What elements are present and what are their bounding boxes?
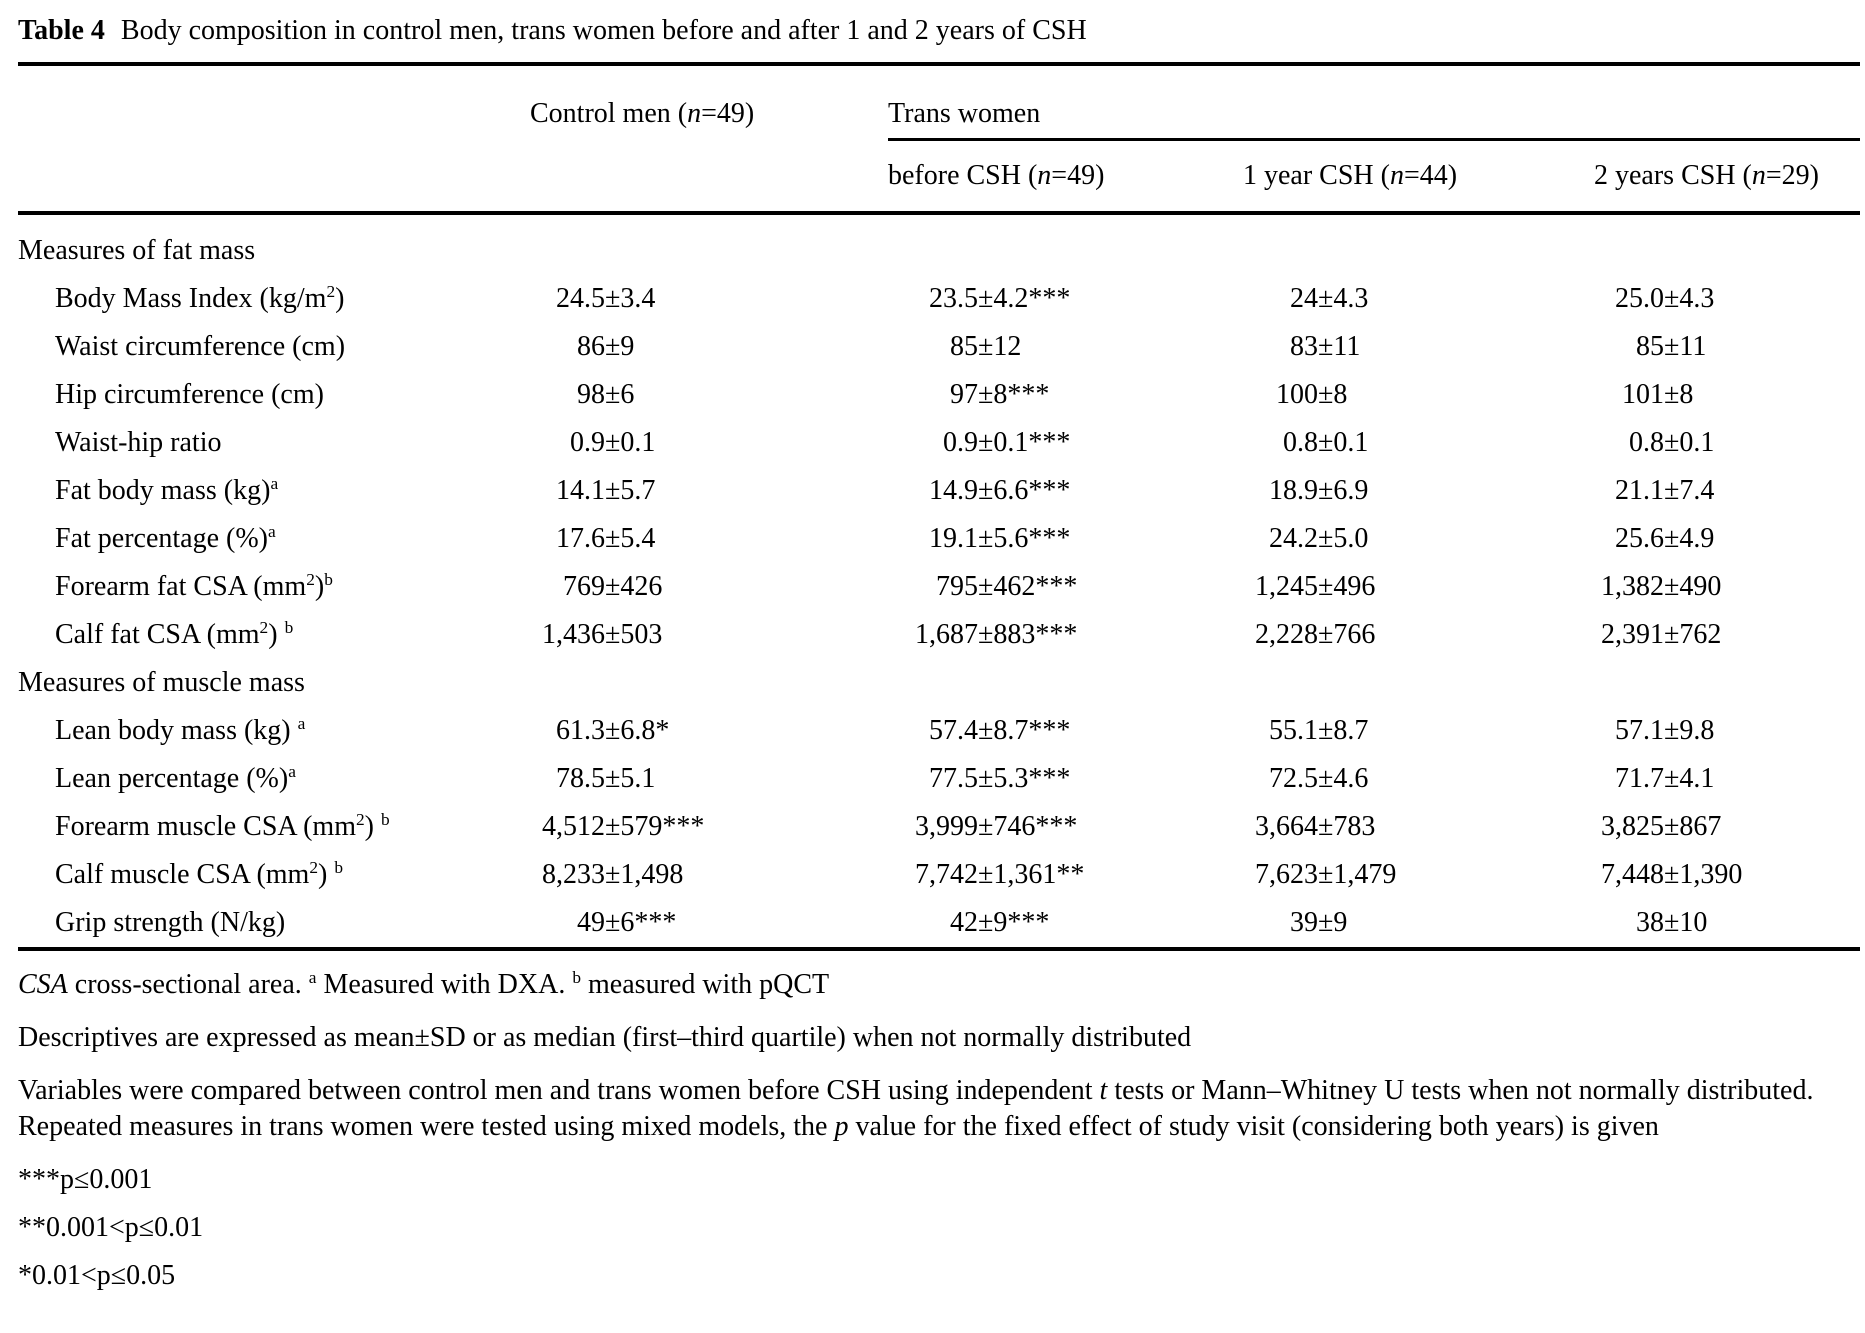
row-label: Fat percentage (%)$^a$ <box>55 522 276 554</box>
value-mean: 49 <box>577 907 605 938</box>
row-label: Calf fat CSA $(mm^2)$ $^b$ <box>55 618 294 650</box>
value-mean: 57.1 <box>1615 715 1664 746</box>
value-mean: 25.6 <box>1615 523 1664 554</box>
value-cell <box>888 755 1243 803</box>
value-sd: ±883*** <box>978 619 1078 650</box>
group-header-trans-women: Trans women <box>888 98 1041 129</box>
value-sd: ±462*** <box>978 571 1078 602</box>
value-sd: ±867 <box>1664 811 1722 842</box>
header-row-subcolumns <box>18 141 1860 211</box>
value-cell <box>1243 707 1594 755</box>
value-cell <box>1594 755 1860 803</box>
table-caption <box>18 8 1860 62</box>
footnote: Variables were compared between control men and trans women before CSH using independent t tests or Mann–Whitney U tests when not normally distributed. Repeated measures in trans women were tested using mixed models, the p value for the fixed effect of study visit (considering both years) is given <box>18 1075 1814 1142</box>
value-mean: 83 <box>1290 331 1318 362</box>
value-sd: ±5.6*** <box>978 523 1071 554</box>
value-cell <box>1594 803 1860 851</box>
footnotes <box>18 951 1860 1294</box>
footnote: CSA cross-sectional area. $^a$ Measured with DXA. $^b$ measured with pQCT <box>18 968 830 1000</box>
value-sd: ±5.4 <box>605 523 656 554</box>
value-mean: 98 <box>577 379 605 410</box>
value-cell <box>1243 563 1594 611</box>
value-sd: ±6 <box>605 379 635 410</box>
value-mean: 795 <box>936 571 978 602</box>
col-header-2-years-csh: 2 years CSH (n=29) <box>1594 160 1819 191</box>
value-mean: 0.9 <box>570 427 605 458</box>
value-sd: ±4.3 <box>1318 283 1369 314</box>
value-mean: 21.1 <box>1615 475 1664 506</box>
value-sd: ±8.7*** <box>978 715 1071 746</box>
value-cell <box>888 419 1243 467</box>
value-mean: 4,512 <box>542 811 605 842</box>
value-mean: 3,825 <box>1601 811 1664 842</box>
value-cell <box>530 611 888 659</box>
table-row <box>18 851 1860 899</box>
value-cell <box>530 275 888 323</box>
value-sd: ±6*** <box>605 907 677 938</box>
value-mean: 23.5 <box>929 283 978 314</box>
value-mean: 97 <box>950 379 978 410</box>
value-sd: ±4.9 <box>1664 523 1715 554</box>
section-row <box>18 659 1860 707</box>
value-mean: 8,233 <box>542 859 605 890</box>
section-title: Measures of fat mass <box>18 235 256 266</box>
value-sd: ±496 <box>1318 571 1376 602</box>
value-sd: ±6.6*** <box>978 475 1071 506</box>
trans-women-rule <box>888 138 1860 141</box>
value-sd: ±11 <box>1318 331 1361 362</box>
value-cell <box>530 803 888 851</box>
value-cell <box>530 371 888 419</box>
value-mean: 39 <box>1290 907 1318 938</box>
value-sd: ±5.0 <box>1318 523 1369 554</box>
value-mean: 24.5 <box>556 283 605 314</box>
value-cell <box>1243 899 1594 947</box>
value-cell <box>1594 563 1860 611</box>
row-label: Lean percentage (%)$^a$ <box>55 762 296 794</box>
table-row <box>18 755 1860 803</box>
table-row <box>18 275 1860 323</box>
value-cell <box>530 323 888 371</box>
value-mean: 57.4 <box>929 715 978 746</box>
value-cell <box>530 755 888 803</box>
value-sd: ±1,479 <box>1318 859 1397 890</box>
table-row <box>18 323 1860 371</box>
value-sd: ±5.3*** <box>978 763 1071 794</box>
row-label: Body Mass Index $(kg/m^2)$ <box>55 282 345 314</box>
value-mean: 769 <box>563 571 605 602</box>
value-mean: 3,664 <box>1255 811 1318 842</box>
value-mean: 0.9 <box>943 427 978 458</box>
table-row <box>18 707 1860 755</box>
value-mean: 1,436 <box>542 619 605 650</box>
row-label: Forearm muscle CSA $(mm^2)$ $^b$ <box>55 810 390 842</box>
value-sd: ±766 <box>1318 619 1376 650</box>
value-mean: 77.5 <box>929 763 978 794</box>
value-mean: 25.0 <box>1615 283 1664 314</box>
value-cell <box>1594 275 1860 323</box>
value-sd: ±9 <box>1318 907 1348 938</box>
value-sd: ±8 <box>1664 379 1694 410</box>
value-sd: ±426 <box>605 571 663 602</box>
value-cell <box>530 563 888 611</box>
value-sd: ±0.1 <box>1664 427 1715 458</box>
value-sd: ±9 <box>605 331 635 362</box>
value-cell <box>1243 323 1594 371</box>
header-row-groups <box>18 66 1860 138</box>
value-sd: ±8*** <box>978 379 1050 410</box>
value-mean: 71.7 <box>1615 763 1664 794</box>
table-row <box>18 371 1860 419</box>
significance-note: *0.01<p≤0.05 <box>18 1260 176 1291</box>
value-sd: ±4.2*** <box>978 283 1071 314</box>
value-sd: ±10 <box>1664 907 1708 938</box>
row-label: Grip strength (N/kg) <box>55 907 286 938</box>
value-mean: 19.1 <box>929 523 978 554</box>
footnote: Descriptives are expressed as mean±SD or as median (first–third quartile) when not normally distributed <box>18 1022 1192 1053</box>
value-cell <box>888 275 1243 323</box>
value-sd: ±9*** <box>978 907 1050 938</box>
row-label: Waist-hip ratio <box>55 427 222 458</box>
value-cell <box>530 515 888 563</box>
value-cell <box>1243 419 1594 467</box>
value-mean: 14.9 <box>929 475 978 506</box>
value-mean: 78.5 <box>556 763 605 794</box>
table-number: Table 4 <box>18 15 105 46</box>
value-sd: ±7.4 <box>1664 475 1715 506</box>
value-cell <box>888 851 1243 899</box>
value-cell <box>530 707 888 755</box>
section-title: Measures of muscle mass <box>18 667 305 698</box>
significance-note: ***p≤0.001 <box>18 1164 153 1195</box>
section-row <box>18 227 1860 275</box>
value-mean: 38 <box>1636 907 1664 938</box>
value-mean: 7,448 <box>1601 859 1664 890</box>
value-cell <box>888 611 1243 659</box>
value-mean: 1,382 <box>1601 571 1664 602</box>
value-cell <box>1594 707 1860 755</box>
row-label: Lean body mass (kg) $^a$ <box>55 714 306 746</box>
table-title: Body composition in control men, trans women before and after 1 and 2 years of CSH <box>120 15 1087 46</box>
value-cell <box>1243 803 1594 851</box>
value-sd: ±0.1 <box>1318 427 1369 458</box>
row-label: Hip circumference (cm) <box>55 379 324 410</box>
col-header-before-csh: before CSH (n=49) <box>888 160 1105 191</box>
value-mean: 2,228 <box>1255 619 1318 650</box>
value-cell <box>1594 515 1860 563</box>
value-sd: ±762 <box>1664 619 1722 650</box>
row-label: Calf muscle CSA $(mm^2)$ $^b$ <box>55 858 344 890</box>
row-label: Fat body mass (kg)$^a$ <box>55 474 279 506</box>
value-mean: 2,391 <box>1601 619 1664 650</box>
value-cell <box>1594 899 1860 947</box>
value-sd: ±3.4 <box>605 283 656 314</box>
value-sd: ±503 <box>605 619 663 650</box>
value-cell <box>1594 851 1860 899</box>
value-sd: ±1,361** <box>978 859 1085 890</box>
value-cell <box>888 371 1243 419</box>
value-sd: ±8 <box>1318 379 1348 410</box>
value-cell <box>888 467 1243 515</box>
value-sd: ±490 <box>1664 571 1722 602</box>
value-mean: 86 <box>577 331 605 362</box>
value-sd: ±783 <box>1318 811 1376 842</box>
value-sd: ±1,498 <box>605 859 684 890</box>
value-cell <box>1594 323 1860 371</box>
value-sd: ±4.1 <box>1664 763 1715 794</box>
value-cell <box>1243 467 1594 515</box>
value-cell <box>1243 371 1594 419</box>
value-sd: ±1,390 <box>1664 859 1743 890</box>
value-mean: 42 <box>950 907 978 938</box>
value-mean: 1,245 <box>1255 571 1318 602</box>
value-cell <box>1594 371 1860 419</box>
table-row <box>18 467 1860 515</box>
value-sd: ±0.1*** <box>978 427 1071 458</box>
value-cell <box>530 899 888 947</box>
value-cell <box>888 563 1243 611</box>
col-header-1-year-csh: 1 year CSH (n=44) <box>1243 160 1458 191</box>
value-mean: 1,687 <box>915 619 978 650</box>
value-cell <box>1243 755 1594 803</box>
value-sd: ±4.6 <box>1318 763 1369 794</box>
value-cell <box>1243 611 1594 659</box>
value-sd: ±6.9 <box>1318 475 1369 506</box>
value-cell <box>1243 515 1594 563</box>
value-sd: ±9.8 <box>1664 715 1715 746</box>
value-sd: ±6.8* <box>605 715 670 746</box>
value-mean: 17.6 <box>556 523 605 554</box>
value-cell <box>1243 275 1594 323</box>
value-sd: ±4.3 <box>1664 283 1715 314</box>
value-cell <box>888 323 1243 371</box>
value-mean: 85 <box>1636 331 1664 362</box>
value-mean: 100 <box>1276 379 1318 410</box>
col-header-control-men: Control men (n=49) <box>530 98 755 129</box>
value-mean: 72.5 <box>1269 763 1318 794</box>
value-sd: ±0.1 <box>605 427 656 458</box>
table-row <box>18 611 1860 659</box>
table-row <box>18 419 1860 467</box>
value-mean: 0.8 <box>1629 427 1664 458</box>
value-sd: ±12 <box>978 331 1022 362</box>
value-mean: 7,623 <box>1255 859 1318 890</box>
table-row <box>18 515 1860 563</box>
value-mean: 55.1 <box>1269 715 1318 746</box>
value-mean: 18.9 <box>1269 475 1318 506</box>
value-cell <box>1594 467 1860 515</box>
table-row <box>18 899 1860 947</box>
row-label: Waist circumference (cm) <box>55 331 346 362</box>
value-cell <box>530 419 888 467</box>
value-sd: ±579*** <box>605 811 705 842</box>
table-body <box>18 215 1860 947</box>
value-cell <box>888 899 1243 947</box>
value-mean: 85 <box>950 331 978 362</box>
row-label: Forearm fat CSA $(mm^2)^b$ <box>55 570 333 602</box>
value-cell <box>1594 419 1860 467</box>
value-sd: ±746*** <box>978 811 1078 842</box>
significance-note: **0.001<p≤0.01 <box>18 1212 204 1243</box>
value-mean: 7,742 <box>915 859 978 890</box>
value-cell <box>1243 851 1594 899</box>
value-cell <box>888 707 1243 755</box>
value-cell <box>888 803 1243 851</box>
value-sd: ±5.1 <box>605 763 656 794</box>
value-mean: 3,999 <box>915 811 978 842</box>
value-mean: 61.3 <box>556 715 605 746</box>
value-cell <box>530 851 888 899</box>
value-cell <box>1594 611 1860 659</box>
value-cell <box>530 467 888 515</box>
value-sd: ±11 <box>1664 331 1707 362</box>
table-row <box>18 803 1860 851</box>
value-mean: 24 <box>1290 283 1318 314</box>
value-mean: 0.8 <box>1283 427 1318 458</box>
value-mean: 24.2 <box>1269 523 1318 554</box>
table-row <box>18 563 1860 611</box>
value-mean: 14.1 <box>556 475 605 506</box>
value-mean: 101 <box>1622 379 1664 410</box>
value-sd: ±8.7 <box>1318 715 1369 746</box>
value-sd: ±5.7 <box>605 475 656 506</box>
value-cell <box>888 515 1243 563</box>
